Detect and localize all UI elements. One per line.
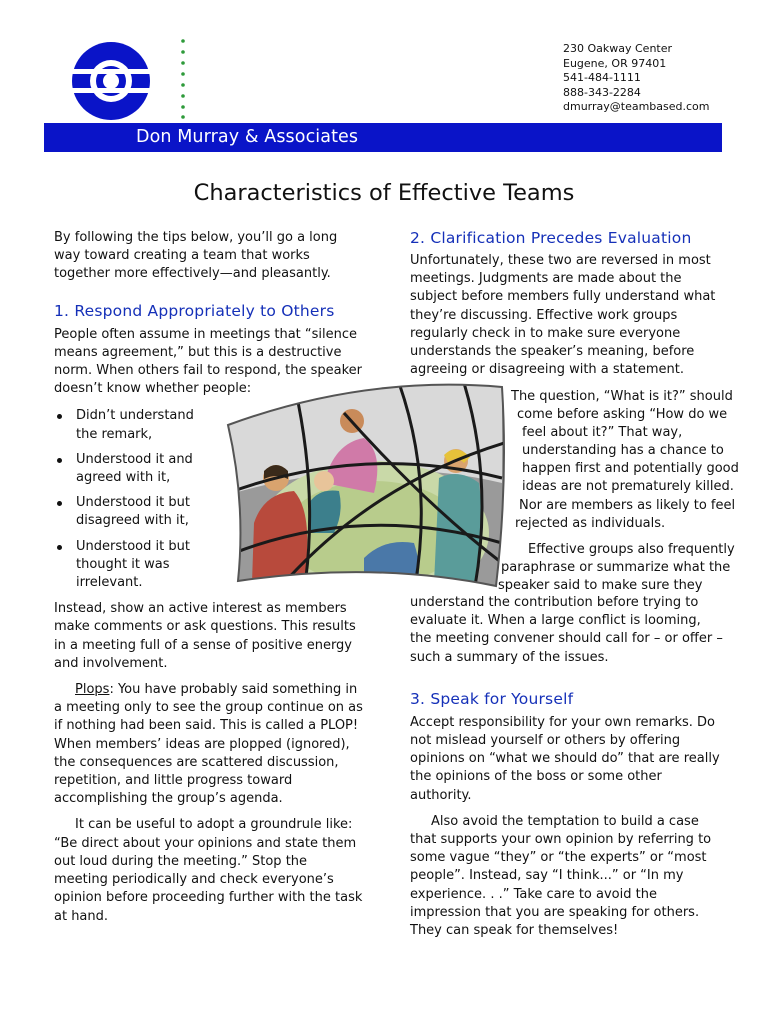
document-title: Characteristics of Effective Teams (193, 180, 575, 206)
phone-secondary: 888-343-2284 (563, 85, 641, 99)
wrapped-text-block (495, 388, 739, 595)
section-3-paragraph-1: Accept responsibility for your own remarks. Do not mislead yourself or others by offering opinions on “what we should do” that are really the opinions of the boss or some other authority. (410, 714, 720, 803)
section-2-paragraph-3-rest: understand the contribution before trying to evaluate it. When a large conflict is looming, the meeting convener should call for – or offer – such a summary of the issues. (410, 595, 723, 665)
team-meeting-illustration (224, 383, 511, 592)
company-logo (72, 40, 150, 122)
wrapped-line: feel about it?” That way, (522, 425, 683, 441)
address-street: 230 Oakway Center (563, 42, 673, 55)
wrapped-line: paraphrase or summarize what the (501, 559, 731, 575)
section-3-heading: 3. Speak for Yourself (410, 689, 574, 708)
list-item: Didn’t understand the remark, (54, 407, 200, 443)
wrapped-line: ideas are not prematurely killed. (522, 479, 734, 495)
address-city: Eugene, OR 97401 (563, 56, 667, 70)
right-column-lower (410, 594, 726, 948)
wrapped-line: Nor are members as likely to feel (519, 497, 736, 513)
section-1-paragraph-4: It can be useful to adopt a groundrule like: “Be direct about your opinions and state them out loud during the meeting.” Stop the meeting periodically and check everyone’s opinion before proceeding further with the task at hand. (54, 817, 363, 924)
firm-name: Don Murray & Associates (136, 127, 359, 147)
wrapped-line: happen first and potentially good (522, 461, 739, 477)
section-1-paragraph-2: Instead, show an active interest as members make comments or ask questions. This results in a meeting full of a sense of positive energy and involvement. (54, 601, 356, 671)
list-item: Understood it but thought it was irrelevant. (54, 538, 200, 593)
plops-label: Plops (75, 682, 110, 698)
wrapped-line: The question, “What is it?” should (511, 389, 733, 404)
section-3-paragraph-2: Also avoid the temptation to build a case that supports your own opinion by referring to some vague “they” or “the experts” or “most people”. Instead, say “I think...” or “In my experience. . .” Take care to avoid the impression that you are speaking for others. They can speak for themselves! (410, 813, 712, 939)
intro-paragraph: By following the tips below, you’ll go a long way toward creating a team that works together more effectively—and pleasantly. (54, 230, 338, 282)
section-2-heading: 2. Clarification Precedes Evaluation (410, 229, 692, 247)
wrapped-line: rejected as individuals. (515, 515, 666, 531)
wrapped-line: speaker said to make sure they (498, 577, 703, 593)
plops-text: : You have probably said something in a meeting only to see the group continue on as if nothing had been said. This is called a PLOP! When members’ ideas are plopped (ignored), the consequences are scattered discussion, repetition, and little progress toward accomplishing the group’s agenda. (54, 682, 363, 807)
wrapped-line: come before asking “How do we (517, 407, 728, 423)
contact-address (563, 42, 710, 115)
wrapped-line: Effective groups also frequently (528, 541, 735, 557)
plops-paragraph (54, 681, 364, 808)
list-item: Understood it and agreed with it, (54, 451, 200, 487)
wrapped-line: understanding has a chance to (522, 443, 724, 459)
list-item: Understood it but disagreed with it, (54, 494, 200, 530)
section-1-paragraph-1: People often assume in meetings that “silence means agreement,” but this is a destructive norm. When others fail to respond, the speaker doesn’t know whether people: (54, 326, 362, 397)
response-bullet-list (54, 407, 200, 592)
decorative-dots (179, 38, 187, 120)
email-address: dmurray@teambased.com (563, 100, 710, 114)
section-2-paragraph-1: Unfortunately, these two are reversed in most meetings. Judgments are made about the subject before members fully understand what they’re discussing. Effective work groups regularly check in to make sure everyone understands the speaker’s meaning, before agreeing or disagreeing with a statement. (410, 253, 716, 378)
phone-primary: 541-484-1111 (563, 71, 641, 85)
right-column (410, 228, 726, 387)
section-1-heading: 1. Respond Appropriately to Others (54, 301, 335, 320)
